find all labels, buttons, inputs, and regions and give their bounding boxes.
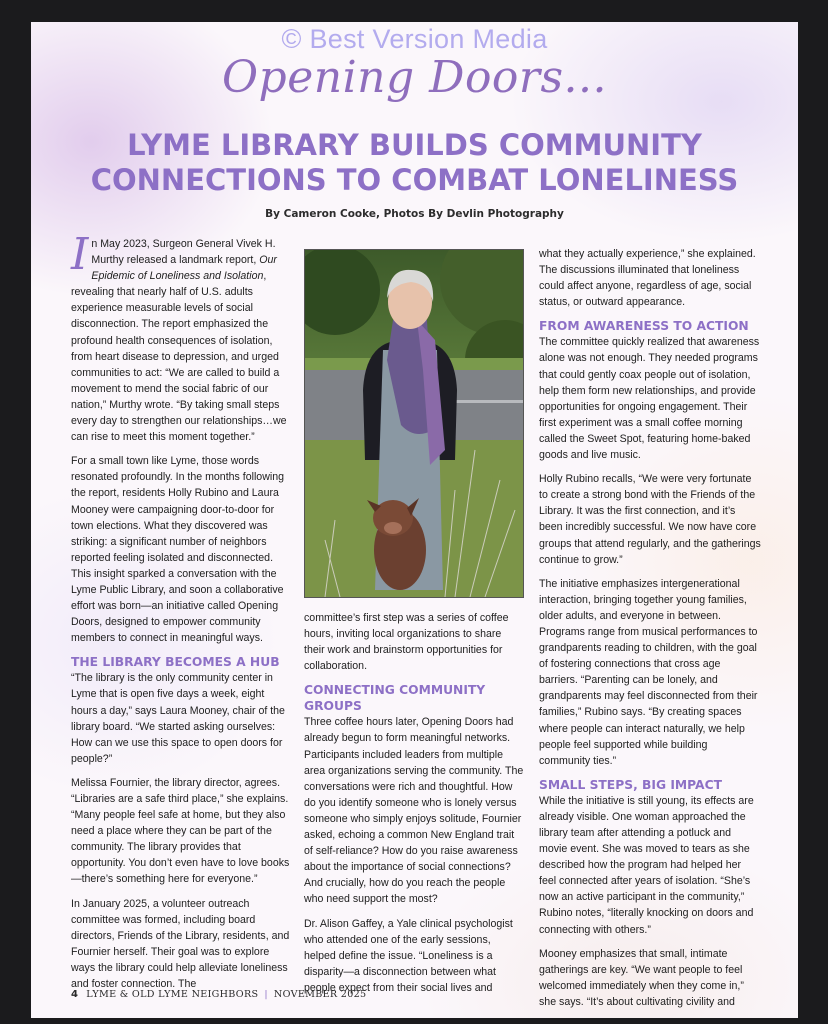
paragraph: The committee quickly realized that awareness alone was not enough. They needed programs that could gently coax people out of isolation, help them form new relationships, and provide opportunities for ongoing engagement. Their first experiment was a small coffee morning called the Sweet Spot, featuring home-baked goods and live music.: [539, 336, 760, 462]
paragraph: For a small town like Lyme, those words resonated profoundly. In the months following the report, residents Holly Rubino and Laura Mooney were campaigning door-to-door for town elections. What they discovered was striking: a significant number of neighbors reported feeling isolated and disconnected. This insight sparked a conversation with the Lyme Public Library, and soon a collaborative effort was born—an initiative called Opening Doors, designed to empower community members to connect in meaningful ways.: [71, 455, 284, 645]
headline: [31, 128, 798, 198]
headline-line-1: LYME LIBRARY BUILDS COMMUNITY: [127, 128, 702, 162]
publication-name: LYME & OLD LYME NEIGHBORS: [86, 989, 259, 1000]
headline-line-2: CONNECTIONS TO COMBAT LONELINESS: [90, 163, 739, 197]
paragraph: Melissa Fournier, the library director, agrees. “Libraries are a safe third place,” she explains. “Many people feel safe at home, but they also need a place where they can be part of the community. The library provides that opportunity. You don’t even have to love books—there’s something here for everyone.”: [71, 776, 290, 886]
subheading-small-steps: SMALL STEPS, BIG IMPACT: [539, 777, 722, 792]
page-footer: [71, 989, 366, 1000]
paragraph: In January 2025, a volunteer outreach committee was formed, including board directors, Friends of the Library, residents, and Fournier herself. Their goal was to explore ways the library could help alleviate loneliness and foster connection. The: [71, 897, 290, 991]
paragraph-text: , revealing that nearly half of U.S. adults experience measurable levels of social disconnection. The report emphasized the profound health consequences of isolation, from heart disease to depression, and urged communities to act: “We are called to build a movement to mend the social fabric of our nation,” Murthy wrote. “By taking small steps every day to strengthen our relationships…we can rise to meet this moment together.”: [71, 270, 287, 444]
paragraph: Three coffee hours later, Opening Doors had already begun to form meaningful networks. Participants included leaders from multiple area organizations serving the community. The conversations were rich and thoughtful. How do you identify someone who is lonely versus someone who simply enjoys solitude, Fournier asked, echoing a common New England trait of self-reliance? How do you raise awareness about the importance of social connections? And crucially, how do you reach the people who need support the most?: [304, 716, 524, 906]
paragraph: The initiative emphasizes intergenerational interaction, bringing together young families, older adults, and everyone in between. Programs range from musical performances to grandparents reading to children, with the goal of fostering connections that cross age barriers. “Parenting can be lonely, and grandparents may feel disconnected from their families,” Rubino says. “By creating spaces where people can interact naturally, we help people feel supported while building community ties.”: [539, 577, 758, 767]
section-kicker: Opening Doors...: [221, 52, 607, 103]
paragraph: Mooney emphasizes that small, intimate gatherings are key. “We want people to feel welcomed immediately when they come in,” she says. “It’s about cultivating civility and: [539, 947, 744, 1008]
paragraph: While the initiative is still young, its effects are already visible. One woman approached the library team after attending a potluck and movie event. She was moved to tears as she described how the program had helped her feel connected after years of isolation. “She’s now an active participant in the community,” Rubino notes, “literally knocking on doors and connecting with others.”: [539, 794, 754, 936]
paragraph: what they actually experience,” she explained. The discussions illuminated that loneliness could affect anyone, regardless of age, social status, or outward appearance.: [539, 248, 756, 309]
page-number: 4: [71, 989, 79, 1000]
paragraph: “The library is the only community center in Lyme that is open five days a week, eight hours a day,” says Laura Mooney, chair of the library board. “We started asking ourselves: How can we use this space to open doors for people?”: [71, 672, 285, 765]
photo-illustration: [305, 250, 523, 597]
paragraph: [71, 229, 291, 445]
column-1: [71, 229, 291, 1000]
report-title: Our Epidemic of Loneliness and Isolation: [91, 254, 277, 283]
subheading-connecting-groups: CONNECTING COMMUNITY GROUPS: [304, 683, 486, 714]
article-photo: [304, 249, 524, 598]
byline: By Cameron Cooke, Photos By Devlin Photography: [265, 208, 564, 220]
paragraph: Holly Rubino recalls, “We were very fortunate to create a strong bond with the Friends of the Library. It was the first connection, and it’s been incredibly successful. We now have core groups that attend regularly, and the gatherings continue to grow.”: [539, 473, 761, 566]
magazine-page: [31, 22, 798, 1018]
footer-separator: |: [264, 989, 268, 1000]
subheading-library-hub: THE LIBRARY BECOMES A HUB: [71, 655, 280, 670]
column-2: [304, 610, 524, 1004]
subheading-awareness-to-action: FROM AWARENESS TO ACTION: [539, 319, 749, 334]
paragraph: committee’s first step was a series of coffee hours, inviting local organizations to share their work and brainstorm opportunities for collaboration.: [304, 612, 509, 673]
column-3: [539, 246, 761, 1018]
paragraph-text: n May 2023, Surgeon General Vivek H. Murthy released a landmark report,: [91, 238, 276, 267]
watermark: © Best Version Media: [281, 24, 548, 54]
issue-date: NOVEMBER 2025: [273, 989, 367, 1000]
paragraph: Dr. Alison Gaffey, a Yale clinical psychologist who attended one of the early sessions, helped define the issue. “Loneliness is a disparity—a disconnection between what people expect from their social lives and: [304, 917, 513, 994]
drop-cap: I: [71, 229, 89, 280]
